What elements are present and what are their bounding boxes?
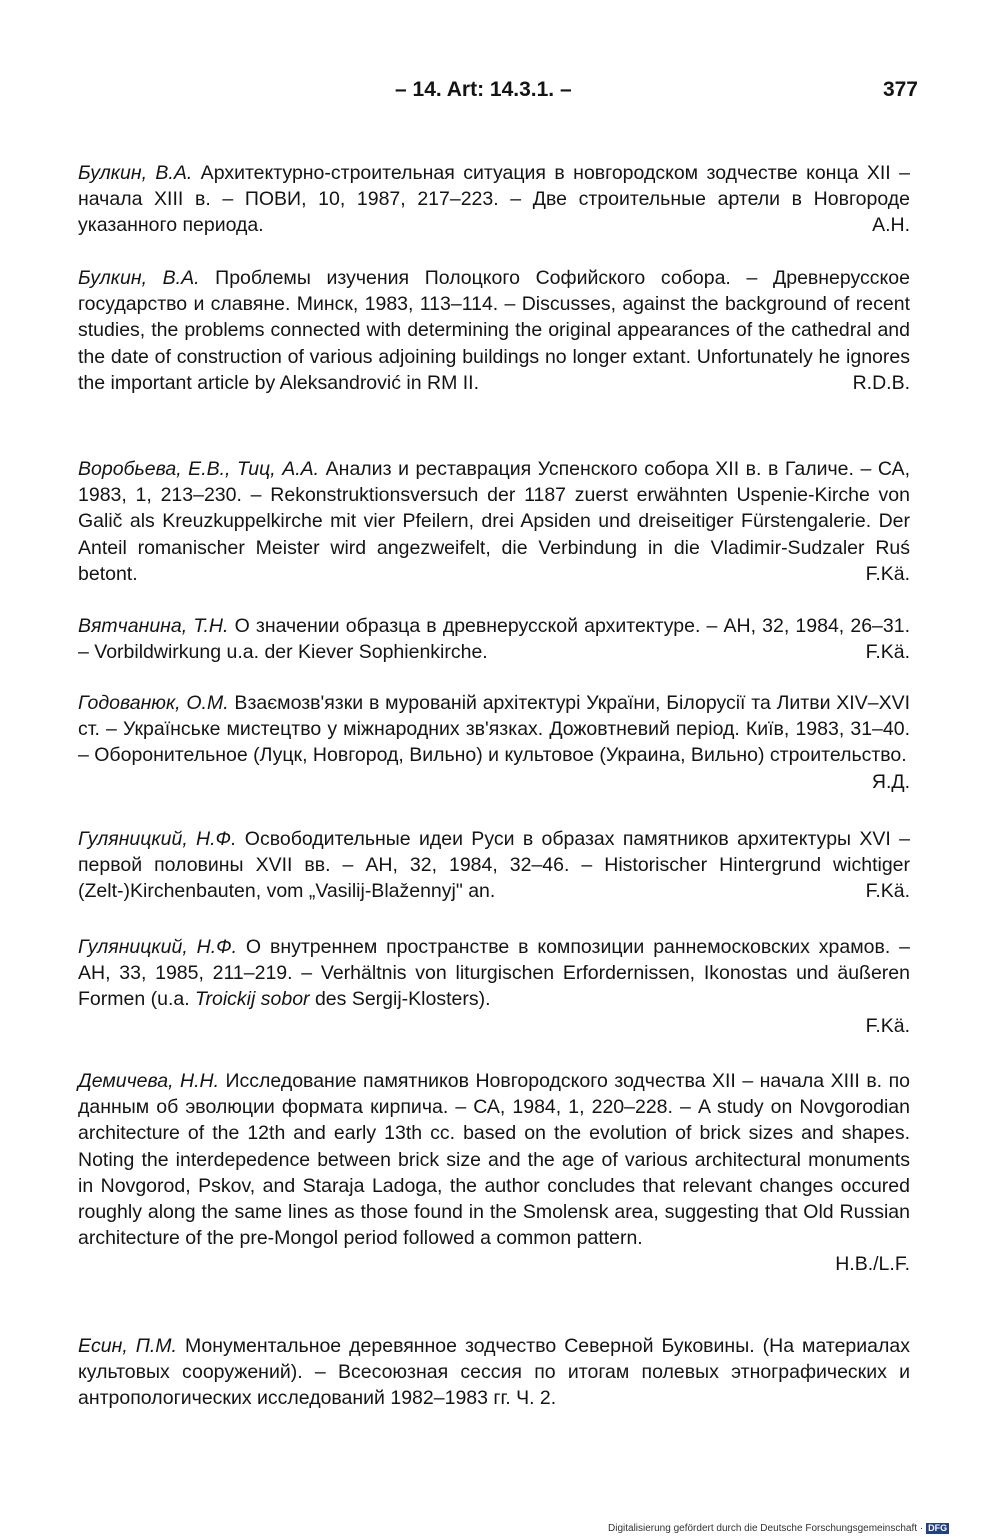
footer-text: Digitalisierung gefördert durch die Deutsche Forschungsgemeinschaft · <box>608 1523 924 1535</box>
bibliography-entry <box>78 456 910 587</box>
entry-text: Анализ и реставрация Успенского собора XII в. в Галиче. – СА, 1983, 1, 213–230. – Rekonstruktionsversuch der 1187 zuerst erwähnten Uspenie-Kirche von Galič als Kreuzkuppelkirche mit vier Pfeilern, drei Apsiden und dreiseitiger Fürstengalerie. Der Anteil romanischer Meister wird angezweifelt, die Verbindung in die Vladimir-Sudzaler Ruś betont. <box>78 458 910 585</box>
entry-author: Булкин, В.А. <box>78 267 200 289</box>
reviewer-initials: F.Kä. <box>865 1014 910 1037</box>
bibliography-entry <box>78 265 910 396</box>
reviewer-initials: H.B./L.F. <box>835 1253 910 1276</box>
entry-author: Гуляницкий, Н.Ф. <box>78 936 238 958</box>
digitization-footer <box>608 1523 949 1534</box>
entry-text: Архитектурно-строительная ситуация в новгородском зодчестве конца XII – начала XIII в. – ПОВИ, 10, 1987, 217–223. – Две строительные артели в Новгороде указанного периода. <box>78 162 910 237</box>
entry-author: Годованюк, О.М. <box>78 692 229 714</box>
reviewer-initials: R.D.B. <box>852 371 910 394</box>
entry-text: des Sergij-Klosters). <box>309 988 491 1011</box>
entry-text: Монументальное деревянное зодчество Северной Буковины. (На материалах культовых сооружений). – Всесоюзная сессия по итогам полевых этнографических и антропологических исследований 1982–1983 гг. Ч. 2. <box>78 1335 910 1410</box>
entry-text: Исследование памятников Новгородского зодчества XII – начала XIII в. по данным об эволюции формата кирпича. – СА, 1984, 1, 220–228. – A study on Novgorodian architecture of the 12th and early 13th cc. based on the evolution of brick sizes and shapes. Noting the interdepedence between brick size and the age of various architectural monuments in Novgorod, Pskov, and Staraja Ladoga, the author concludes that relevant changes occured roughly along the same lines as those found in the Smolensk area, suggesting that Old Russian architecture of the pre-Mongol period followed a common pattern. <box>78 1070 911 1250</box>
entry-text: Взаємозв'язки в мурованій архітектурі України, Білорусії та Литви XIV–XVI ст. – Українське мистецтво у міжнародних зв'язках. Дожовтневий період. Київ, 1983, 31–40. – Оборонительное (Луцк, Новгород, Вильно) и культовое (Украина, Вильно) строительство. <box>78 692 910 767</box>
entry-author: Вятчанина, Т.Н. <box>78 615 229 637</box>
reviewer-initials: А.Н. <box>872 214 910 237</box>
entry-author: Гуляницкий, Н.Ф. <box>78 828 237 850</box>
page-number: 377 <box>882 78 918 101</box>
entry-author: Воробьева, Е.В., Тиц, А.А. <box>78 458 320 480</box>
reviewer-initials: F.Kä. <box>865 562 910 585</box>
dfg-logo: DFG <box>928 1523 948 1533</box>
entry-text: Проблемы изучения Полоцкого Софийского собора. – Древнерусское государство и славяне. Минск, 1983, 113–114. – Discusses, against the background of recent studies, the problems connected with determining the original appearances of the cathedral and the date of construction of various adjoining buildings no longer extant. Unfortunately he ignores the important article by Aleksandrović in RM II. <box>78 267 910 394</box>
bibliography-entry <box>78 1333 910 1412</box>
running-title: – 14. Art: 14.3.1. – <box>395 78 572 101</box>
entry-text: О внутреннем пространстве в композиции раннемосковских храмов. – АН, 33, 1985, 211–219. – Verhältnis von liturgischen Erfordernissen, Ikonostas und äußeren Formen (u.a. <box>78 936 911 1011</box>
entry-author: Булкин, В.А. <box>78 162 193 184</box>
bibliography-entry <box>78 934 910 1039</box>
entry-author: Демичева, Н.Н. <box>78 1070 220 1092</box>
bibliography-entry <box>78 826 910 905</box>
reviewer-initials: F.Kä. <box>865 880 910 903</box>
entry-text: Освободительные идеи Руси в образах памятников архитектуры XVI – первой половины XVII вв. – АН, 32, 1984, 32–46. – Historischer Hintergrund wichtiger (Zelt-)Kirchenbauten, vom „Vasilij-Blažennyj" an. <box>78 828 910 903</box>
bibliography-entry <box>78 690 910 795</box>
bibliography-entry <box>78 1068 910 1278</box>
entry-author: Есин, П.М. <box>78 1335 177 1357</box>
page-header <box>80 78 920 112</box>
bibliography-entry <box>78 613 910 665</box>
reviewer-initials: Я.Д. <box>871 770 910 793</box>
entry-italic-title: Troickij sobor <box>195 988 310 1011</box>
bibliography-entry <box>78 160 910 239</box>
entry-text: О значении образца в древнерусской архитектуре. – АН, 32, 1984, 26–31. – Vorbildwirkung u.a. der Kiever Sophienkirche. <box>78 615 910 664</box>
reviewer-initials: F.Kä. <box>865 641 910 664</box>
